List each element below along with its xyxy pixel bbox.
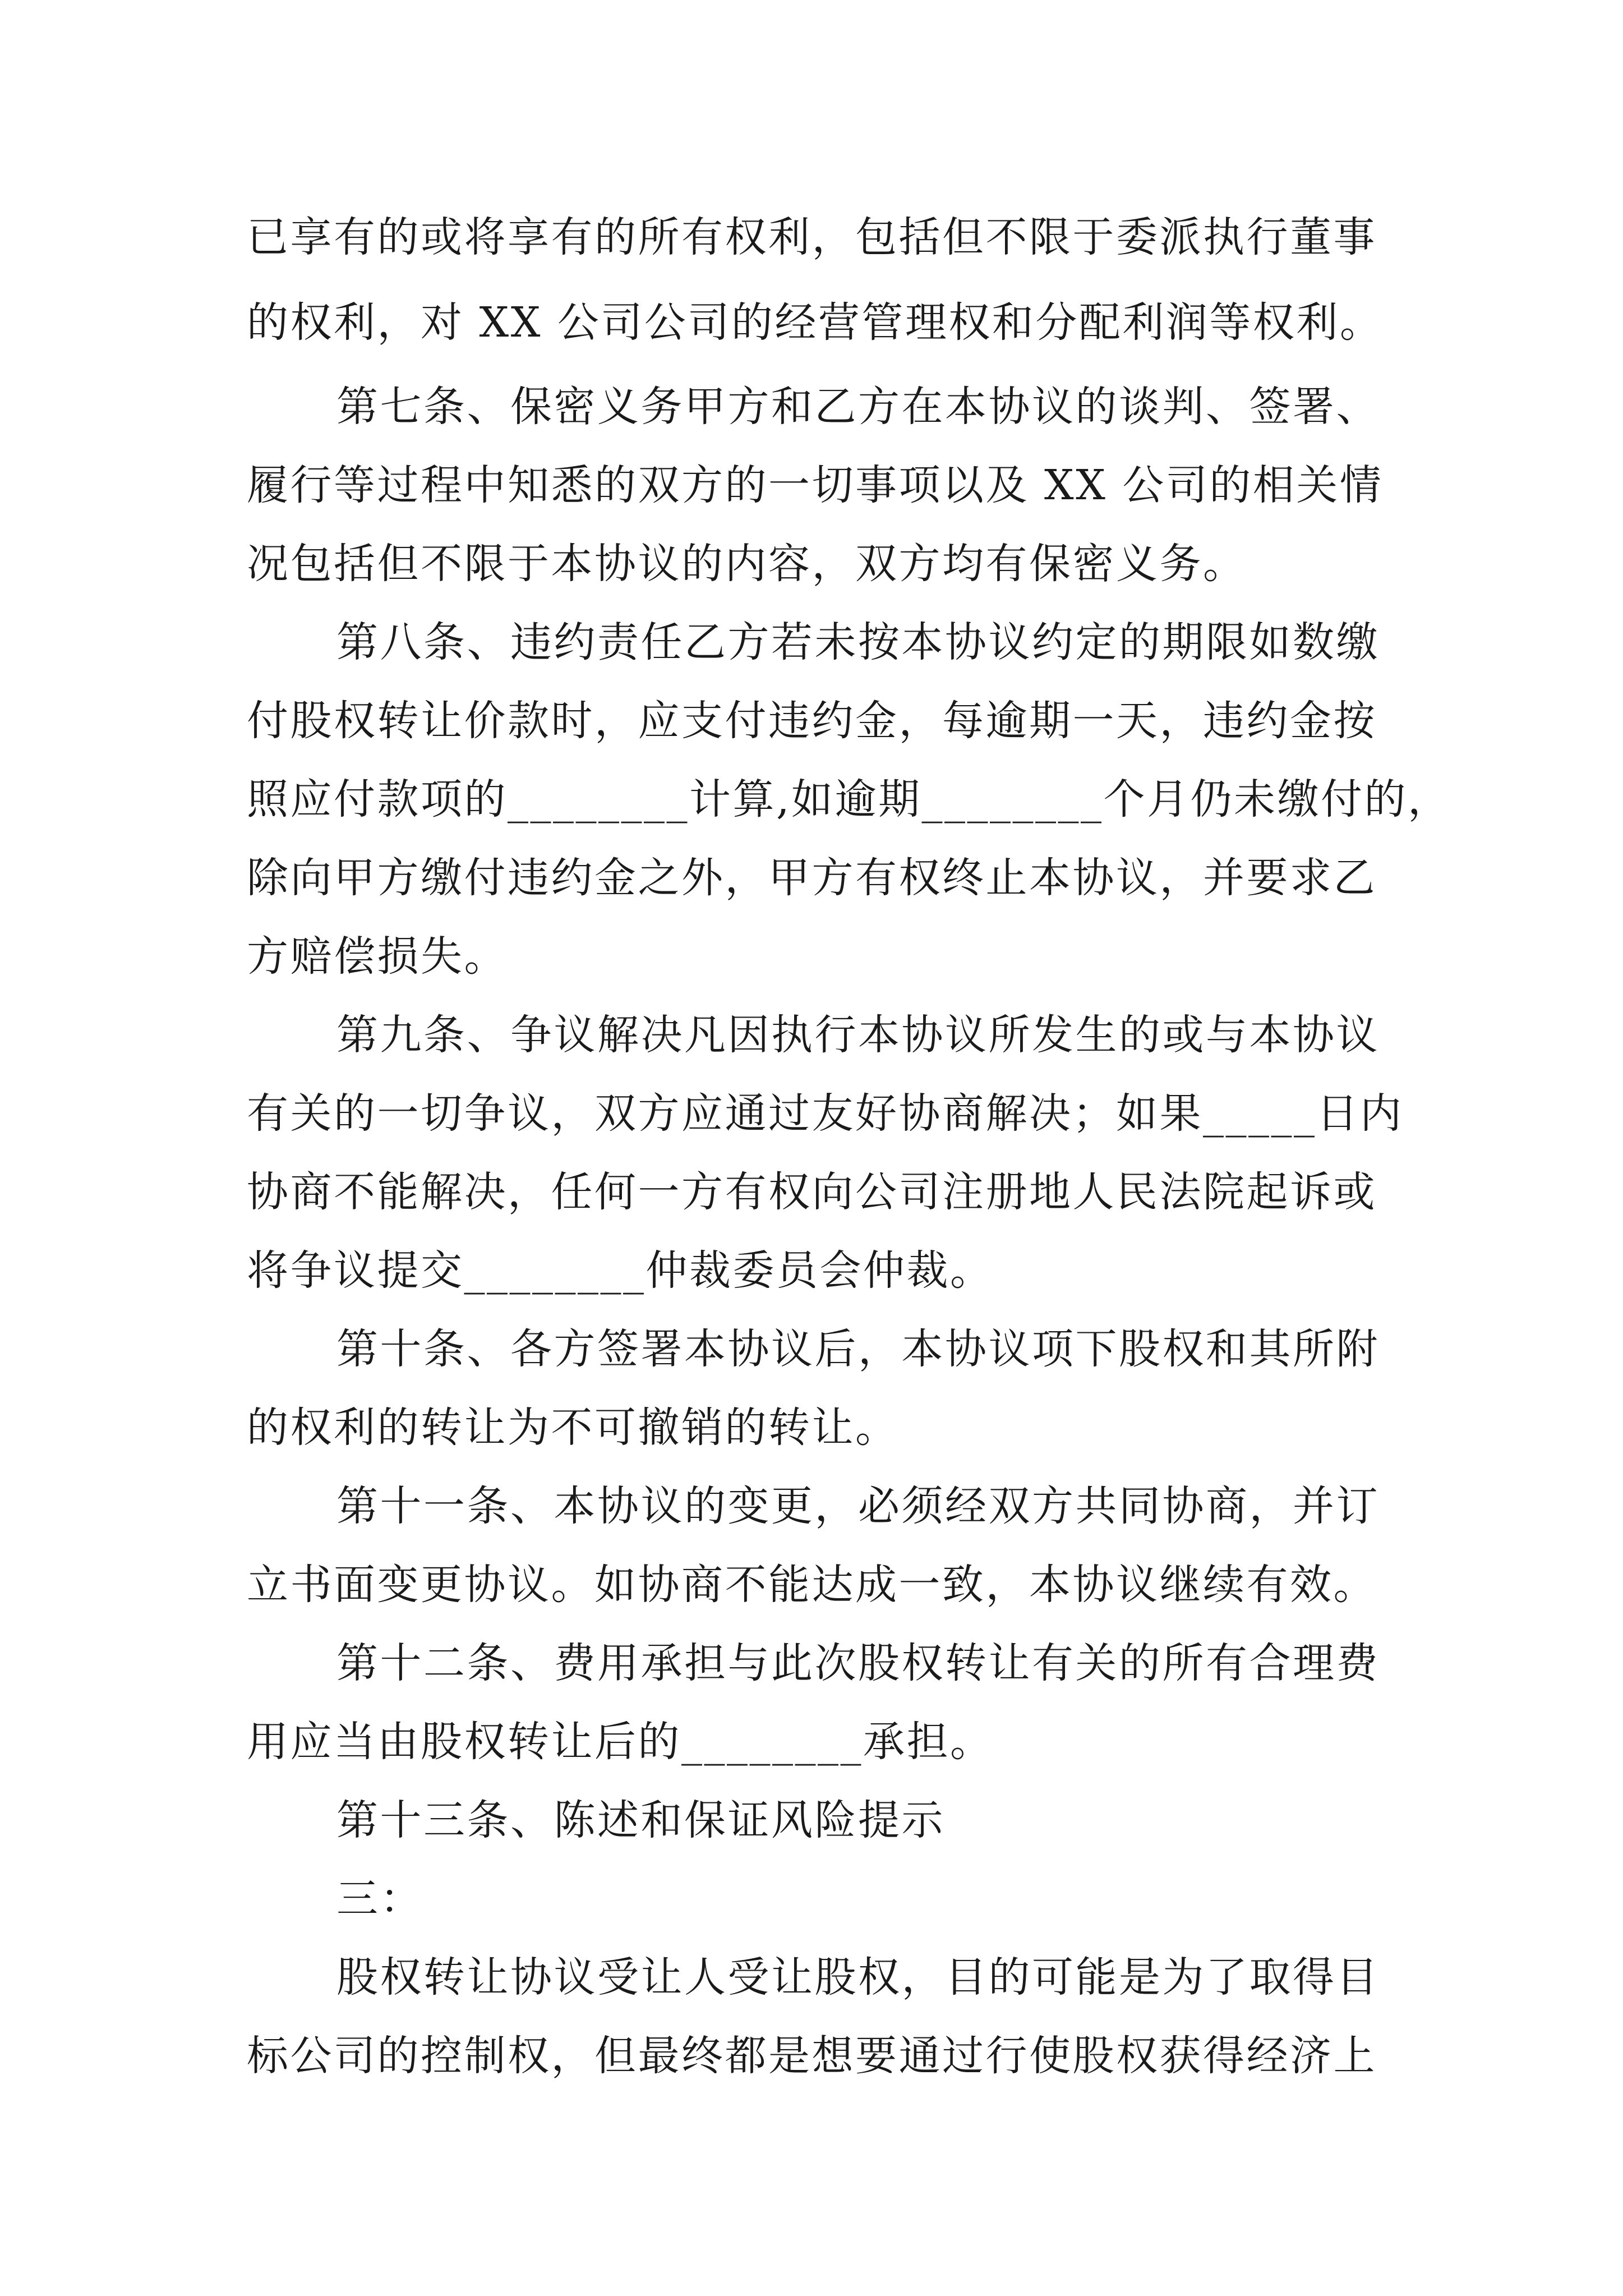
text-line: 标公司的控制权，但最终都是想要通过行使股权获得经济上 <box>247 2032 1377 2080</box>
text-line: 用应当由股权转让后的________承担。 <box>247 1718 994 1766</box>
text-line: 第十二条、费用承担与此次股权转让有关的所有合理费 <box>336 1639 1380 1687</box>
text-line: 付股权转让价款时，应支付违约金，每逾期一天，违约金按 <box>247 697 1377 745</box>
text-line: 协商不能解决，任何一方有权向公司注册地人民法院起诉或 <box>247 1168 1377 1216</box>
text-line: 方赔偿损失。 <box>247 932 508 981</box>
text-line: 第十一条、本协议的变更，必须经双方共同协商，并订 <box>336 1482 1380 1530</box>
text-line: 除向甲方缴付违约金之外，甲方有权终止本协议，并要求乙 <box>247 854 1377 902</box>
text-line: 股权转让协议受让人受让股权，目的可能是为了取得目 <box>336 1953 1380 2001</box>
text-line: 第九条、争议解决凡因执行本协议所发生的或与本协议 <box>336 1011 1380 1059</box>
text-line: 第七条、保密义务甲方和乙方在本协议的谈判、签署、 <box>336 383 1380 431</box>
text-line: 第十三条、陈述和保证风险提示 <box>336 1796 945 1844</box>
text-line: 有关的一切争议，双方应通过友好协商解决；如果_____日内 <box>247 1089 1404 1138</box>
text-line: 第八条、违约责任乙方若未按本协议约定的期限如数缴 <box>336 618 1380 666</box>
text-line: 履行等过程中知悉的双方的一切事项以及 XX 公司的相关情 <box>247 461 1384 509</box>
text-line: 将争议提交________仲裁委员会仲裁。 <box>247 1246 994 1295</box>
text-line: 照应付款项的________计算,如逾期________个月仍未缴付的， <box>247 775 1451 823</box>
text-line: 的权利的转让为不可撤销的转让。 <box>247 1404 899 1452</box>
text-line: 的权利，对 XX 公司公司的经营管理权和分配利润等权利。 <box>247 298 1384 347</box>
text-line: 况包括但不限于本协议的内容，双方均有保密义务。 <box>247 540 1247 588</box>
text-line: 三： <box>336 1875 423 1923</box>
text-line: 立书面变更协议。如协商不能达成一致，本协议继续有效。 <box>247 1561 1377 1609</box>
text-line: 第十条、各方签署本协议后，本协议项下股权和其所附 <box>336 1325 1380 1373</box>
text-line: 已享有的或将享有的所有权利，包括但不限于委派执行董事 <box>247 213 1377 261</box>
